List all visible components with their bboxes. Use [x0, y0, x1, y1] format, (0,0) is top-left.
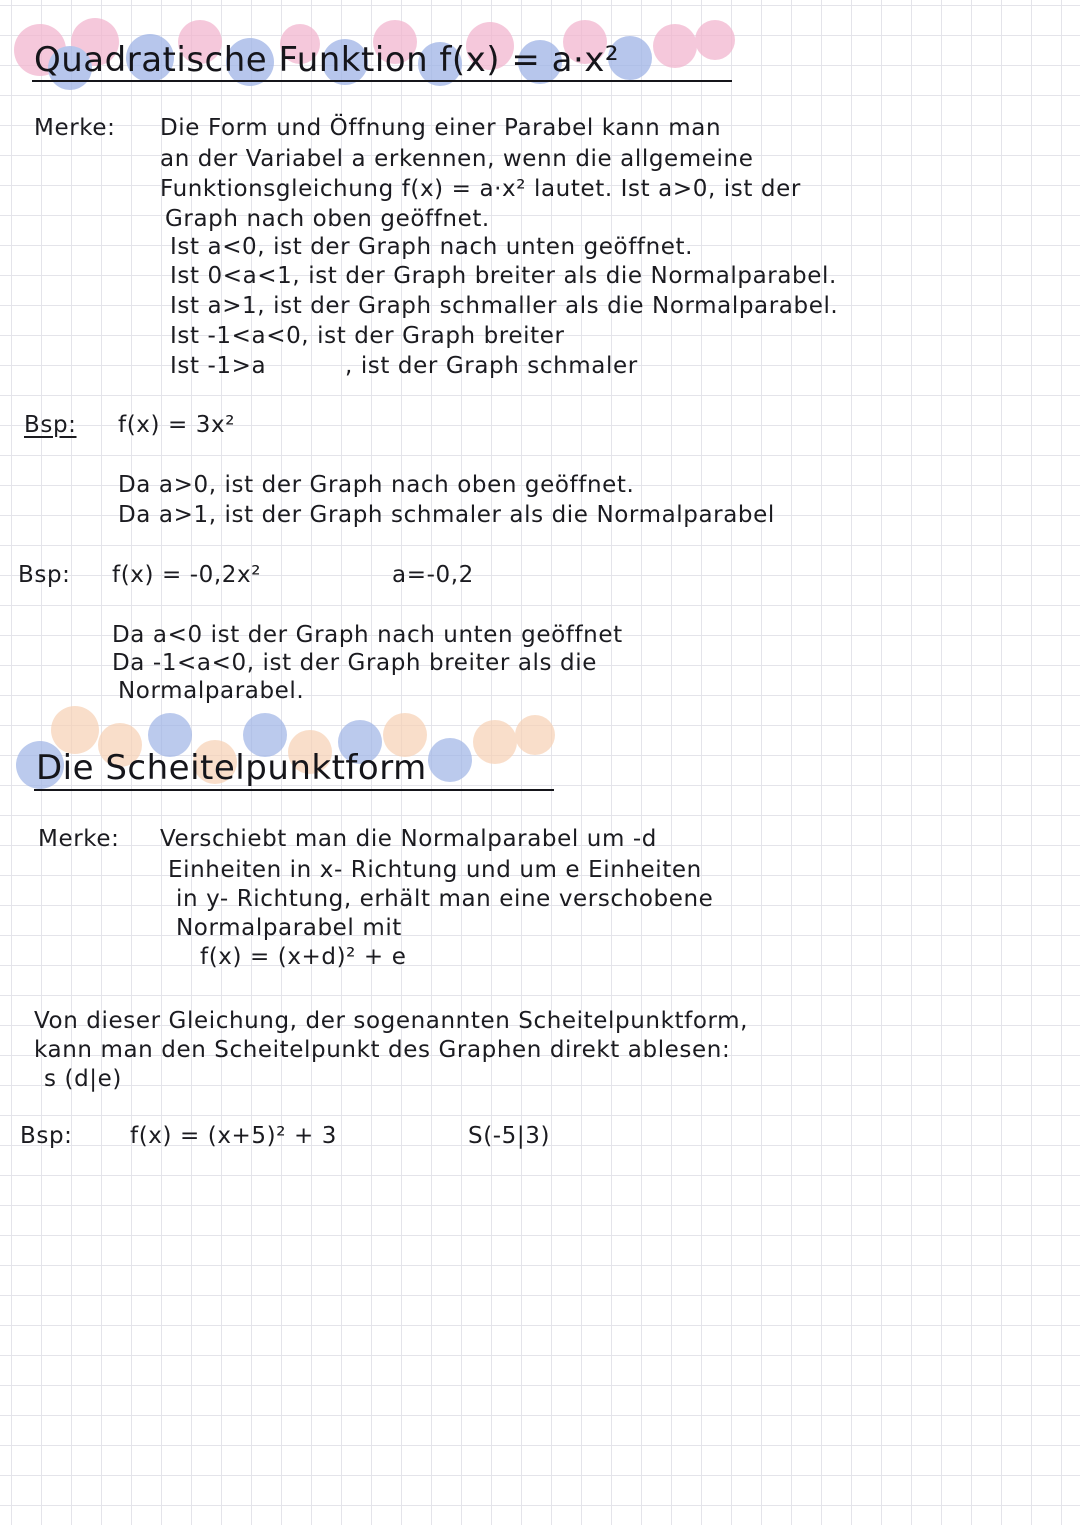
merke-1-line-9: Ist -1>a [170, 353, 267, 379]
merke-1-line-6: Ist 0<a<1, ist der Graph breiter als die Normalparabel. [170, 263, 837, 289]
merke-2-line-2: Einheiten in x- Richtung und um e Einheiten [168, 857, 702, 883]
merke-1-line-5: Ist a<0, ist der Graph nach unten geöffnet. [170, 234, 694, 260]
section-2-title-underline [34, 789, 554, 791]
example-2-label: Bsp: [18, 562, 71, 588]
example-2-line-2: Da -1<a<0, ist der Graph breiter als die [112, 650, 597, 676]
section-1-title-underline [32, 80, 732, 82]
section-1-title: Quadratische Funktion f(x) = a·x² [34, 40, 620, 80]
example-3-label: Bsp: [20, 1123, 73, 1149]
example-1-formula: f(x) = 3x² [118, 412, 236, 438]
example-1-line-2: Da a>1, ist der Graph schmaler als die Normalparabel [118, 502, 775, 528]
merke-1-line-4: Graph nach oben geöffnet. [165, 206, 490, 232]
example-2-line-3: Normalparabel. [118, 678, 305, 704]
merke-2-line-4: Normalparabel mit [176, 915, 402, 941]
section-2-title: Die Scheitelpunktform [36, 748, 427, 788]
merke-2-formula: f(x) = (x+d)² + e [200, 944, 407, 970]
merke-1-line-3: Funktionsgleichung f(x) = a·x² lautet. Ist a>0, ist der [160, 176, 801, 202]
example-1-label: Bsp: [24, 412, 77, 438]
merke-1-line-8: Ist -1<a<0, ist der Graph breiter [170, 323, 565, 349]
vertex-text-line-3: s (d|e) [44, 1066, 122, 1092]
merke-1-line-2: an der Variabel a erkennen, wenn die allgemeine [160, 146, 754, 172]
merke-1-line-1: Die Form und Öffnung einer Parabel kann man [160, 115, 722, 141]
vertex-text-line-2: kann man den Scheitelpunkt des Graphen direkt ablesen: [34, 1037, 731, 1063]
merke-2-line-3: in y- Richtung, erhält man eine verschobene [176, 886, 714, 912]
example-3-formula: f(x) = (x+5)² + 3 [130, 1123, 337, 1149]
example-2-line-1: Da a<0 ist der Graph nach unten geöffnet [112, 622, 623, 648]
example-2-a-value: a=-0,2 [392, 562, 474, 588]
example-1-line-1: Da a>0, ist der Graph nach oben geöffnet. [118, 472, 635, 498]
merke-label-1: Merke: [34, 115, 116, 141]
vertex-text-line-1: Von dieser Gleichung, der sogenannten Scheitelpunktform, [34, 1008, 749, 1034]
merke-2-line-1: Verschiebt man die Normalparabel um -d [160, 826, 657, 852]
example-3-vertex: S(-5|3) [468, 1123, 551, 1149]
merke-1-line-7: Ist a>1, ist der Graph schmaller als die Normalparabel. [170, 293, 839, 319]
merke-1-line-10: , ist der Graph schmaler [345, 353, 638, 379]
merke-label-2: Merke: [38, 826, 120, 852]
example-2-formula: f(x) = -0,2x² [112, 562, 262, 588]
